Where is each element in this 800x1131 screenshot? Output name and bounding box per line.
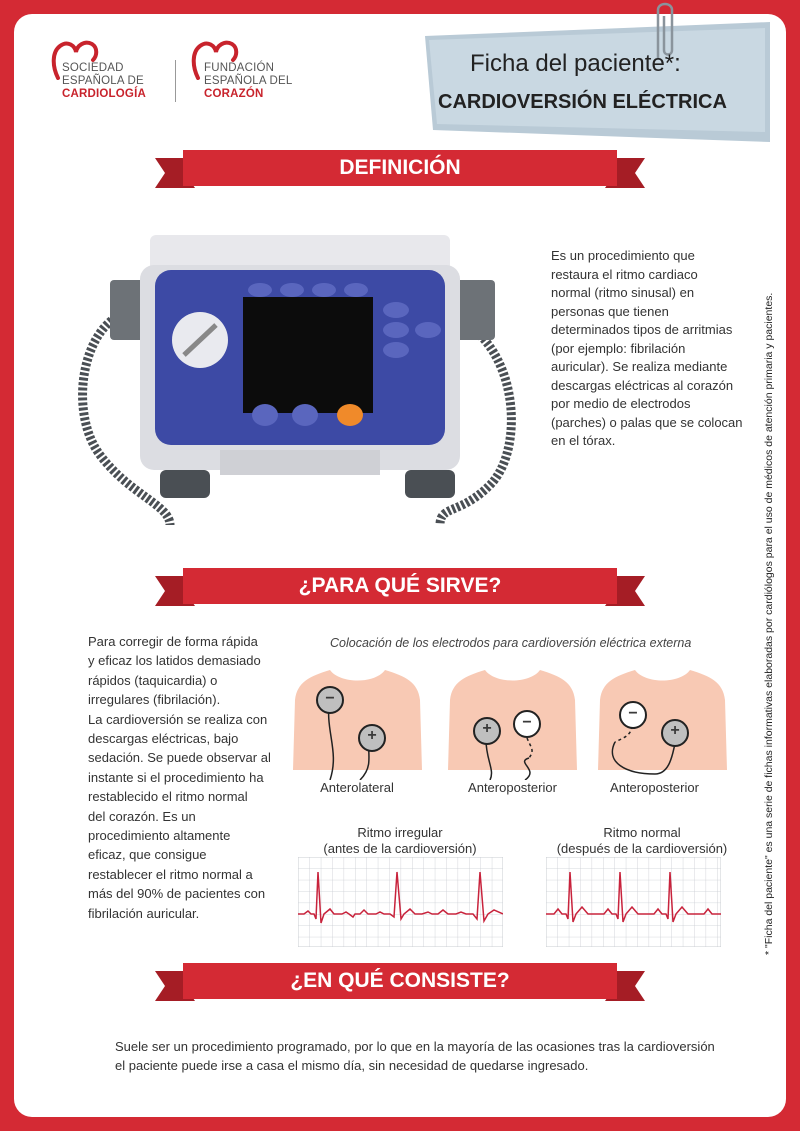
sec-logo-line1: SOCIEDAD — [62, 62, 124, 74]
ecg-normal-title: Ritmo normal (después de la cardioversión) — [556, 825, 728, 856]
ecg-irregular-chart — [298, 857, 503, 947]
section-title-consiste: ¿EN QUÉ CONSISTE? — [290, 969, 510, 992]
torso-label-anteroposterior-2: Anteroposterior — [610, 780, 699, 795]
sec-logo-line3: CARDIOLOGÍA — [62, 88, 146, 100]
page-title: Ficha del paciente*: — [470, 50, 681, 77]
fec-logo-line2: ESPAÑOLA DEL — [204, 75, 293, 87]
ecg-irregular-title: Ritmo irregular (antes de la cardioversión) — [323, 825, 477, 856]
logo-divider — [175, 60, 176, 102]
electrodes-caption: Colocación de los electrodos para cardioversión eléctrica externa — [330, 636, 692, 650]
section-title-para-que: ¿PARA QUÉ SIRVE? — [298, 574, 502, 597]
defibrillator-illustration — [60, 225, 530, 525]
fec-logo-line3: CORAZÓN — [204, 88, 264, 100]
ecg-normal-chart — [546, 857, 721, 947]
para-que-text: Para corregir de forma rápida y eficaz los latidos demasiado rápidos (taquicardia) o irregulares (fibrilación). La cardioversión se realiza con descargas eléctricas, bajo sedación. Se puede observar al instante si el procedimiento ha restablecido el ritmo normal del corazón. Es un procedimiento altamente eficaz, que consigue restablecer el ritmo normal a más del 90% de pacientes con fibrilación auricular. — [88, 634, 271, 921]
torso-label-anteroposterior-1: Anteroposterior — [468, 780, 557, 795]
fec-logo-line1: FUNDACIÓN — [204, 62, 275, 74]
sec-logo-line2: ESPAÑOLA DE — [62, 75, 144, 87]
title-card — [425, 22, 770, 142]
section-title-definicion: DEFINICIÓN — [339, 156, 461, 179]
footnote-vertical: * "Ficha del paciente" es una serie de fichas informativas elaboradas por cardiólogos para el uso de médicos de atención primaria y pacientes. — [763, 292, 775, 955]
page-subtitle: CARDIOVERSIÓN ELÉCTRICA — [438, 91, 727, 113]
definicion-text: Es un procedimiento que restaura el ritmo cardiaco normal (ritmo sinusal) en personas que tienen determinados tipos de arritmias (por ejemplo: fibrilación auricular). Se realiza mediante descargas eléctricas al corazón por medio de electrodos (parches) o palas que se colocan en el tórax. — [551, 248, 743, 448]
consiste-text: Suele ser un procedimiento programado, por lo que en la mayoría de las ocasiones tras la cardioversión el paciente puede irse a casa el mismo día, sin necesidad de quedarse ingresado. — [115, 1039, 715, 1073]
torso-label-anterolateral: Anterolateral — [320, 780, 394, 795]
